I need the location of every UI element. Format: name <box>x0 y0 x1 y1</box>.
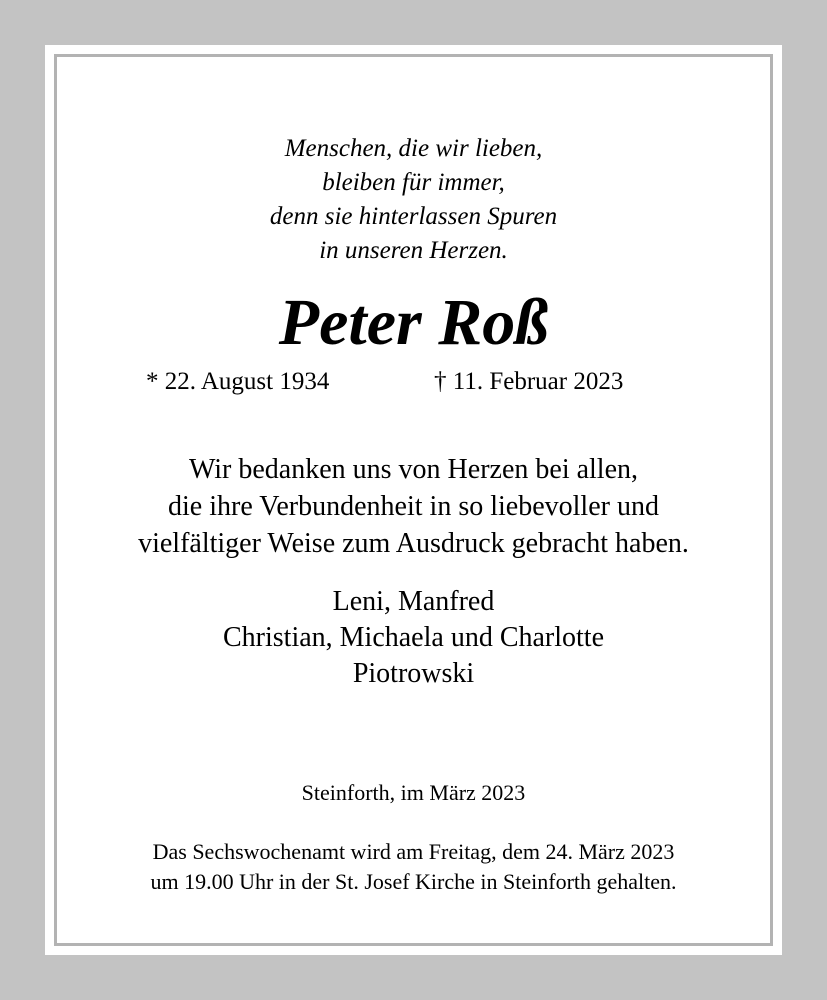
signatory-line: Leni, Manfred <box>332 586 495 617</box>
obituary-card <box>45 45 782 955</box>
service-line: um 19.00 Uhr in der St. Josef Kirche in Steinforth gehalten. <box>150 869 677 894</box>
motto-line: bleiben für immer, <box>322 169 505 196</box>
death-date: † 11. Februar 2023 <box>434 368 624 395</box>
thanks-line: die ihre Verbundenheit in so liebevoller und <box>168 491 659 522</box>
thanks-line: vielfältiger Weise zum Ausdruck gebracht haben. <box>138 528 689 559</box>
signatory-line: Christian, Michaela und Charlotte <box>222 622 605 653</box>
motto-line: Menschen, die wir lieben, <box>284 135 543 162</box>
motto-line: denn sie hinterlassen Spuren <box>269 203 558 230</box>
deceased-name: Peter Roß <box>278 286 549 359</box>
service-line: Das Sechswochenamt wird am Freitag, dem 24. März 2023 <box>152 839 675 864</box>
birth-date: * 22. August 1934 <box>146 368 330 395</box>
place-date: Steinforth, im März 2023 <box>301 780 526 805</box>
obituary-frame <box>54 54 773 946</box>
thanks-line: Wir bedanken uns von Herzen bei allen, <box>188 454 639 485</box>
signatory-line: Piotrowski <box>352 658 475 689</box>
motto-line: in unseren Herzen. <box>319 237 508 264</box>
